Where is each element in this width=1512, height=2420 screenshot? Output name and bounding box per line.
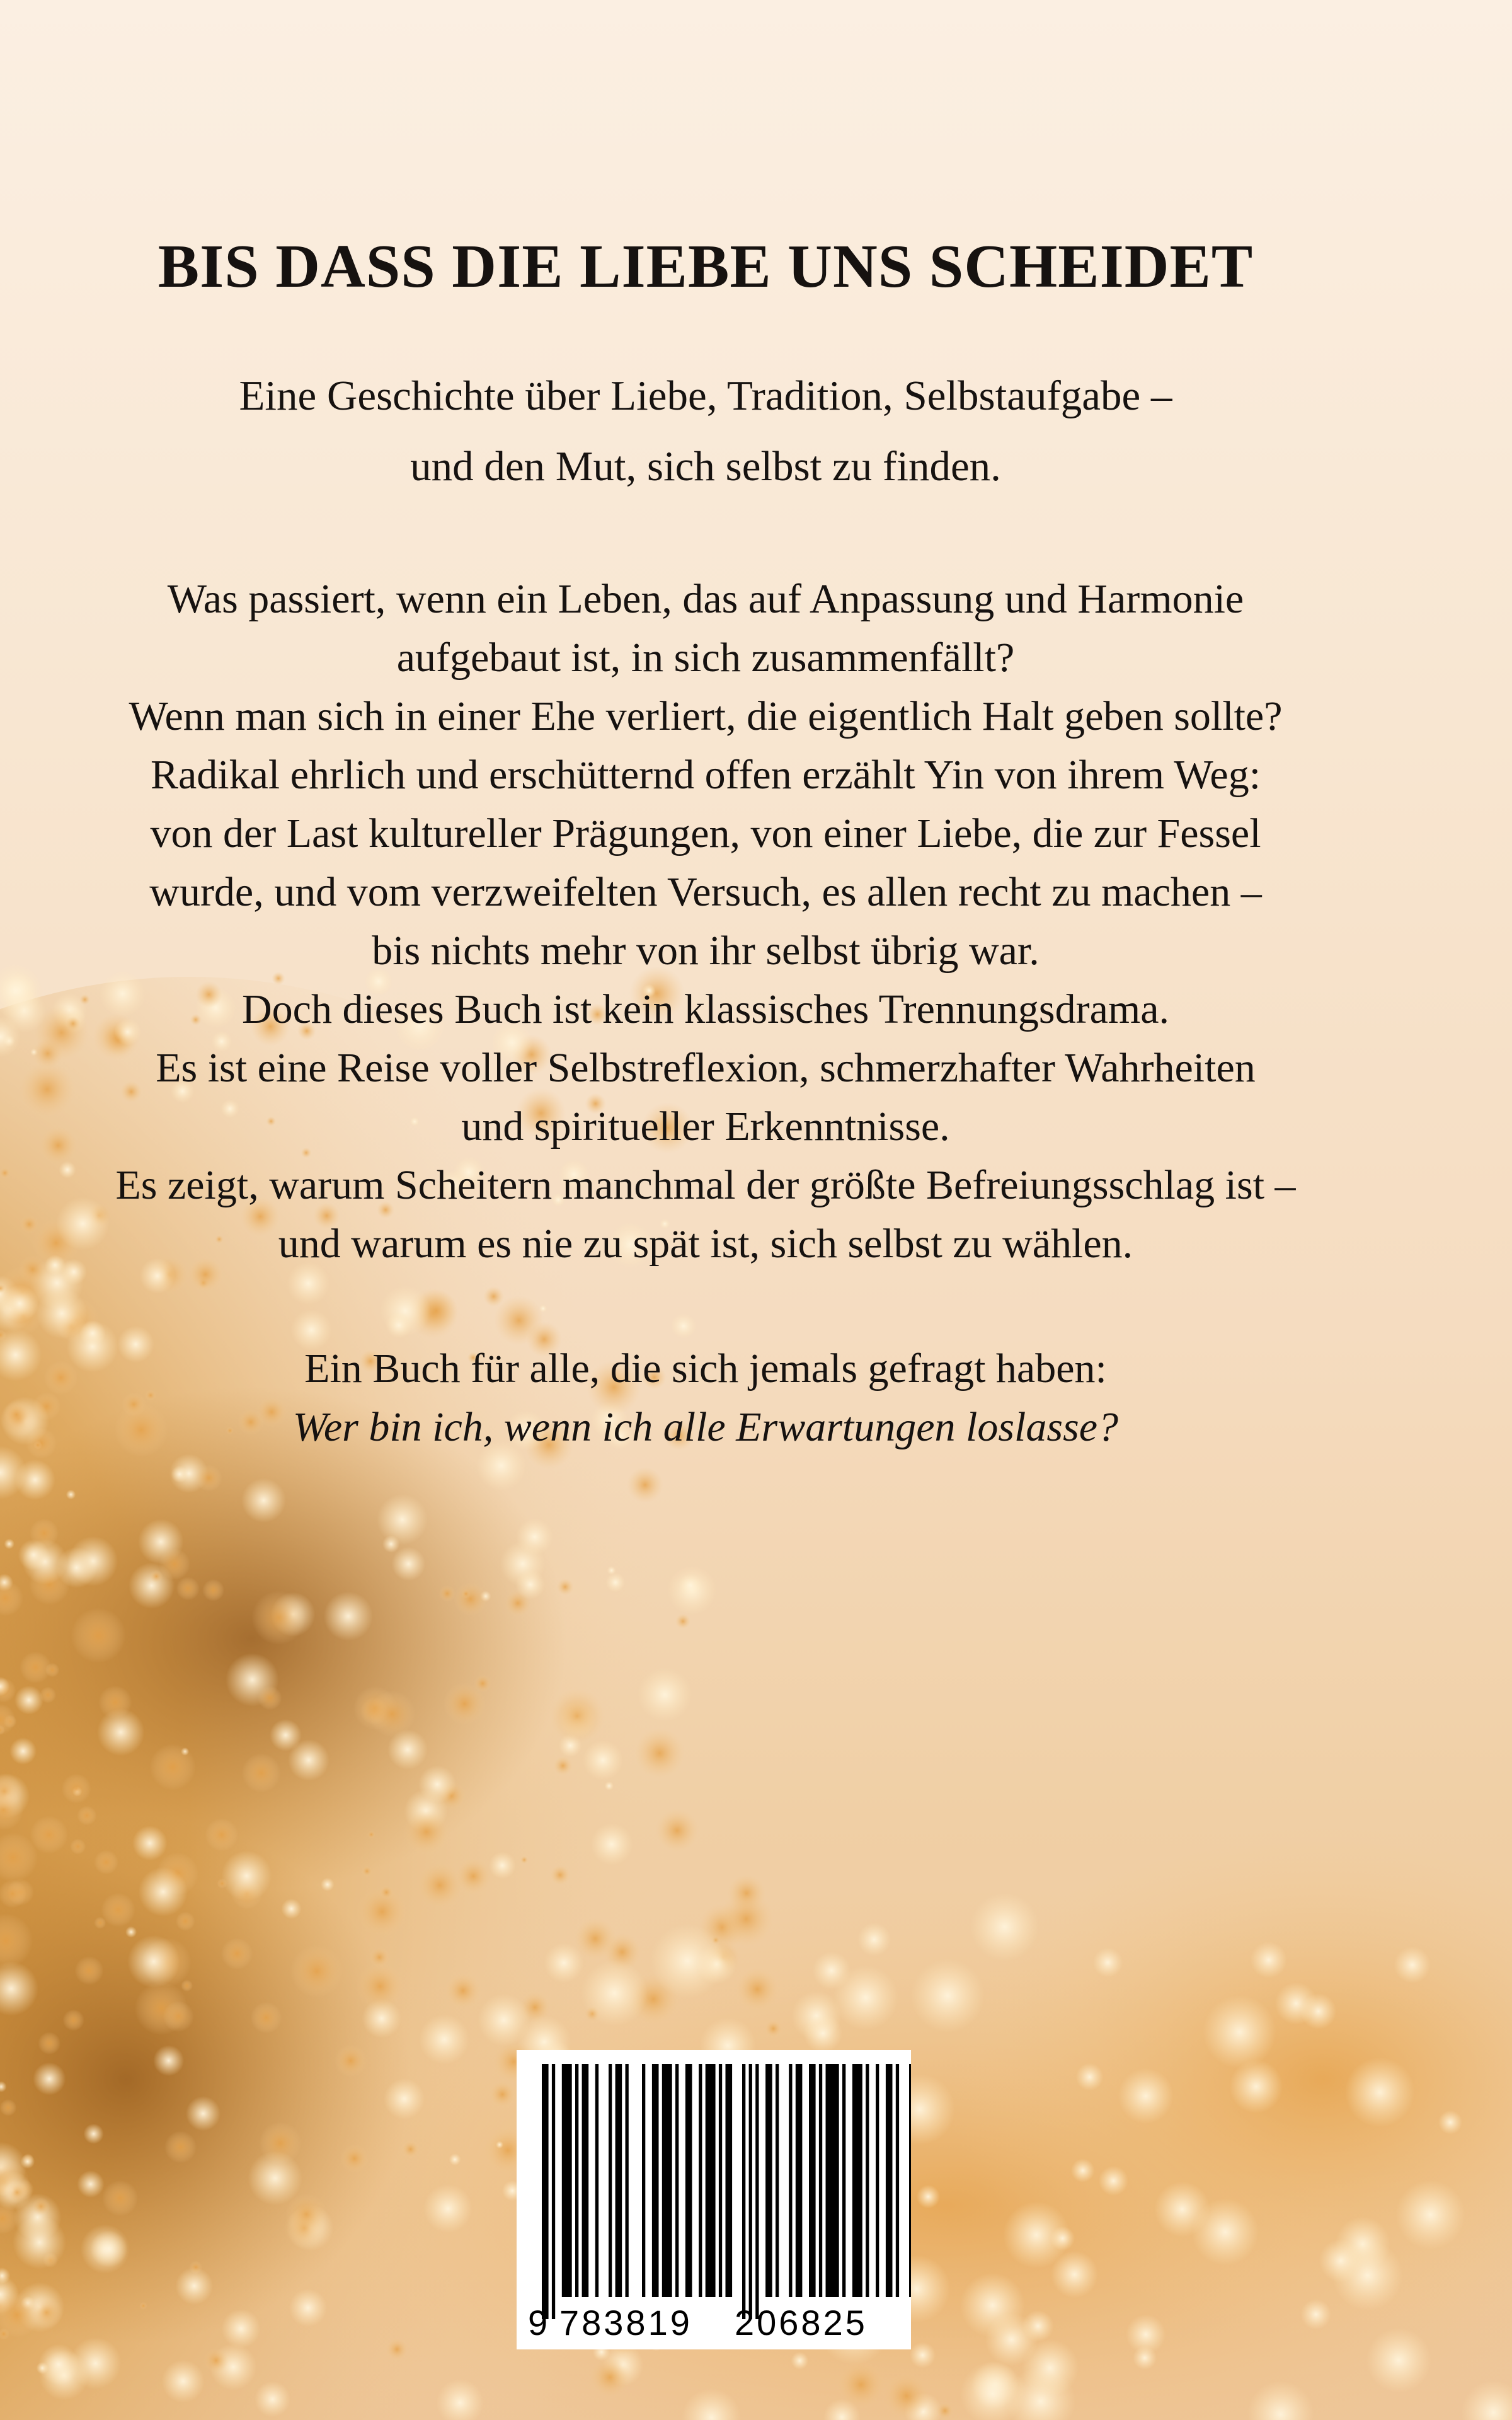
glitter-sparkle bbox=[574, 1918, 616, 1960]
bokeh-light bbox=[1203, 1995, 1276, 2068]
glitter-sparkle bbox=[379, 1886, 393, 1899]
glitter-sparkle bbox=[162, 2360, 205, 2402]
glitter-sparkle bbox=[77, 2170, 104, 2198]
glitter-sparkle bbox=[634, 1728, 684, 1778]
glitter-sparkle bbox=[937, 2402, 954, 2419]
bokeh-light bbox=[1093, 1947, 1123, 1978]
glitter-sparkle bbox=[125, 1927, 137, 1938]
barcode-right-digits: 206825 bbox=[735, 2303, 868, 2342]
glitter-sparkle bbox=[719, 1892, 774, 1946]
barcode-bar bbox=[866, 2064, 869, 2297]
barcode-bar bbox=[626, 2064, 629, 2297]
barcode-bar bbox=[616, 2064, 622, 2297]
blurb-line: Wenn man sich in einer Ehe verliert, die eigentlich Halt geben sollte? bbox=[129, 693, 1283, 739]
barcode-bar bbox=[755, 2064, 759, 2319]
glitter-sparkle bbox=[321, 1878, 335, 1892]
glitter-sparkle bbox=[550, 1865, 570, 1885]
glitter-sparkle bbox=[474, 1674, 491, 1692]
glitter-sparkle bbox=[153, 2045, 184, 2076]
glitter-sparkle bbox=[38, 2344, 79, 2385]
glitter-sparkle bbox=[70, 1839, 86, 1855]
glitter-sparkle bbox=[84, 2124, 104, 2144]
barcode-bar bbox=[575, 2064, 578, 2297]
glitter-sparkle bbox=[416, 1862, 463, 1909]
glitter-sparkle bbox=[675, 1614, 690, 1629]
glitter-sparkle bbox=[94, 1917, 106, 1929]
glitter-sparkle bbox=[288, 1739, 329, 1781]
bokeh-light bbox=[650, 1924, 724, 1998]
bokeh-light bbox=[1229, 2060, 1283, 2113]
barcode-bar bbox=[896, 2064, 899, 2297]
glitter-sparkle bbox=[90, 2230, 127, 2267]
glitter-sparkle bbox=[461, 1589, 471, 1599]
barcode-bar bbox=[706, 2064, 716, 2297]
blurb-line: und spiritueller Erkenntnisse. bbox=[461, 1103, 950, 1150]
blurb-line: Was passiert, wenn ein Leben, das auf Anpassung und Harmonie bbox=[167, 576, 1244, 622]
glitter-sparkle bbox=[94, 1850, 118, 1875]
glitter-sparkle bbox=[285, 2194, 327, 2235]
glitter-sparkle bbox=[384, 2078, 425, 2119]
glitter-sparkle bbox=[150, 1570, 163, 1583]
glitter-sparkle bbox=[77, 1806, 96, 1825]
glitter-sparkle bbox=[803, 2014, 842, 2053]
barcode-bar bbox=[876, 2064, 879, 2297]
barcode-lead-digit: 9 bbox=[528, 2303, 548, 2342]
book-subtitle bbox=[0, 360, 1411, 502]
glitter-sparkle bbox=[606, 1573, 626, 1593]
glitter-sparkle bbox=[367, 1831, 375, 1839]
glitter-sparkle bbox=[591, 1823, 633, 1865]
glitter-sparkle bbox=[217, 1879, 227, 1889]
glitter-sparkle bbox=[13, 2216, 66, 2269]
blurb-line: Es ist eine Reise voller Selbstreflexion, schmerzhafter Wahrheiten bbox=[156, 1045, 1256, 1091]
glitter-sparkle bbox=[557, 1579, 574, 1596]
barcode-bar bbox=[675, 2064, 679, 2297]
closing-line: Ein Buch für alle, die sich jemals gefragt haben: bbox=[304, 1345, 1107, 1392]
barcode-bar bbox=[726, 2064, 733, 2297]
blurb-line: aufgebaut ist, in sich zusammenfällt? bbox=[396, 635, 1015, 681]
book-title: BIS DASS DIE LIEBE UNS SCHEIDET bbox=[158, 233, 1254, 301]
bokeh-light bbox=[960, 2273, 1025, 2337]
glitter-sparkle bbox=[290, 1945, 343, 1997]
glitter-sparkle bbox=[489, 2081, 515, 2107]
glitter-sparkle bbox=[515, 1570, 545, 1599]
glitter-sparkle bbox=[281, 1899, 301, 1919]
glitter-sparkle bbox=[607, 1566, 616, 1575]
glitter-sparkle bbox=[150, 1744, 196, 1790]
glitter-sparkle bbox=[335, 2044, 367, 2077]
barcode-bar bbox=[826, 2064, 839, 2297]
glitter-sparkle bbox=[139, 1867, 188, 1916]
barcode-bar bbox=[582, 2064, 589, 2297]
glitter-sparkle bbox=[357, 1962, 404, 2010]
glitter-sparkle bbox=[20, 2154, 35, 2169]
glitter-sparkle bbox=[386, 2338, 408, 2360]
bokeh-light bbox=[1394, 1947, 1431, 1983]
barcode-bar bbox=[809, 2064, 816, 2297]
glitter-sparkle bbox=[489, 1852, 516, 1879]
bokeh-light bbox=[1366, 2328, 1431, 2393]
bokeh-light bbox=[1301, 2299, 1332, 2330]
glitter-sparkle bbox=[340, 2145, 369, 2173]
glitter-sparkle bbox=[382, 1535, 400, 1553]
glitter-sparkle bbox=[164, 2131, 197, 2163]
barcode-bar bbox=[719, 2064, 722, 2297]
glitter-sparkle bbox=[4, 1539, 14, 1550]
barcode-bar bbox=[652, 2064, 659, 2297]
glitter-sparkle bbox=[186, 2096, 220, 2131]
glitter-sparkle bbox=[362, 1866, 372, 1877]
glitter-sparkle bbox=[163, 2001, 194, 2032]
glitter-sparkle bbox=[176, 1577, 200, 1600]
glitter-sparkle bbox=[132, 1826, 168, 1861]
bokeh-light bbox=[1076, 2063, 1104, 2091]
glitter-sparkle bbox=[202, 1579, 224, 1601]
blurb-line: und warum es nie zu spät ist, sich selbst zu wählen. bbox=[278, 1221, 1133, 1267]
blurb-line: Radikal ehrlich und erschütternd offen erzählt Yin von ihrem Weg: bbox=[150, 752, 1261, 798]
glitter-sparkle bbox=[791, 2352, 808, 2370]
blurb-line: von der Last kultureller Prägungen, von einer Liebe, die zur Fessel bbox=[150, 810, 1261, 856]
bokeh-light bbox=[970, 1893, 1039, 1961]
barcode-bar bbox=[685, 2064, 692, 2297]
glitter-sparkle bbox=[455, 1858, 491, 1894]
blurb-line: Es zeigt, warum Scheitern manchmal der größte Befreiungsschlag ist – bbox=[115, 1162, 1296, 1208]
glitter-sparkle bbox=[251, 2002, 282, 2034]
glitter-sparkle bbox=[45, 1663, 60, 1678]
glitter-sparkle bbox=[496, 2141, 503, 2148]
bokeh-light bbox=[581, 1960, 648, 2027]
glitter-sparkle bbox=[583, 1740, 623, 1780]
glitter-sparkle bbox=[445, 1973, 481, 2009]
barcode-number bbox=[517, 2301, 911, 2345]
glitter-sparkle bbox=[129, 1562, 175, 1608]
bokeh-light bbox=[1154, 2182, 1210, 2237]
barcode-bar bbox=[562, 2064, 572, 2297]
glitter-sparkle bbox=[590, 2357, 631, 2398]
glitter-sparkle bbox=[9, 1737, 37, 1765]
glitter-sparkle bbox=[101, 1893, 135, 1927]
glitter-sparkle bbox=[516, 1518, 553, 1555]
blurb-line: bis nichts mehr von ihr selbst übrig war. bbox=[372, 928, 1040, 974]
glitter-sparkle bbox=[71, 1608, 126, 1663]
glitter-sparkle bbox=[605, 1782, 614, 1791]
glitter-sparkle bbox=[221, 1938, 253, 1969]
bokeh-light bbox=[1396, 2180, 1465, 2249]
glitter-sparkle bbox=[289, 2289, 328, 2327]
barcode-bar bbox=[886, 2064, 893, 2297]
glitter-sparkle bbox=[419, 2014, 469, 2065]
barcode-bar bbox=[852, 2064, 862, 2297]
glitter-sparkle bbox=[765, 2020, 782, 2037]
bokeh-light bbox=[1099, 2166, 1128, 2196]
glitter-sparkle bbox=[75, 1956, 104, 1985]
glitter-sparkle bbox=[255, 2381, 290, 2417]
glitter-sparkle bbox=[221, 2309, 260, 2348]
closing-question: Wer bin ich, wenn ich alle Erwartungen loslasse? bbox=[292, 1404, 1119, 1450]
glitter-sparkle bbox=[18, 1539, 50, 1570]
barcode-bar bbox=[749, 2064, 752, 2319]
bokeh-light bbox=[1319, 2239, 1363, 2283]
subtitle-line: Eine Geschichte über Liebe, Tradition, Selbstaufgabe – bbox=[239, 372, 1172, 419]
glitter-sparkle bbox=[127, 1935, 180, 1988]
glitter-sparkle bbox=[63, 2009, 84, 2031]
bokeh-light bbox=[1118, 2068, 1174, 2124]
barcode-bar bbox=[609, 2064, 612, 2297]
glitter-sparkle bbox=[33, 2063, 66, 2095]
glitter-sparkle bbox=[32, 2198, 50, 2215]
glitter-sparkle bbox=[449, 2153, 461, 2165]
glitter-sparkle bbox=[248, 2151, 302, 2206]
glitter-sparkle bbox=[883, 2373, 930, 2419]
bokeh-light bbox=[1251, 1942, 1287, 1978]
bokeh-light bbox=[1133, 2346, 1157, 2370]
closing-text bbox=[0, 1339, 1411, 1456]
barcode-bar bbox=[642, 2064, 645, 2297]
glitter-sparkle bbox=[102, 2181, 138, 2216]
barcode-bar bbox=[542, 2064, 549, 2319]
glitter-sparkle bbox=[736, 1968, 779, 2010]
bokeh-light bbox=[833, 1965, 898, 2030]
glitter-sparkle bbox=[478, 1994, 530, 2046]
glitter-sparkle bbox=[176, 1911, 195, 1931]
glitter-sparkle bbox=[56, 1547, 97, 1588]
glitter-sparkle bbox=[369, 1691, 416, 1737]
glitter-sparkle bbox=[139, 2302, 147, 2310]
barcode-bar bbox=[595, 2064, 598, 2297]
glitter-sparkle bbox=[6, 2182, 28, 2204]
barcode-bar bbox=[819, 2064, 822, 2297]
glitter-sparkle bbox=[857, 1923, 891, 1957]
bokeh-light bbox=[1438, 2111, 1462, 2135]
glitter-sparkle bbox=[402, 2141, 419, 2158]
glitter-sparkle bbox=[242, 1753, 281, 1792]
bokeh-light bbox=[911, 1959, 985, 2032]
glitter-sparkle bbox=[98, 1686, 132, 1719]
glitter-sparkle bbox=[520, 1856, 528, 1864]
glitter-sparkle bbox=[423, 2184, 472, 2233]
glitter-sparkle bbox=[638, 1668, 692, 1722]
barcode-bar bbox=[699, 2064, 702, 2297]
barcode-bar bbox=[662, 2064, 672, 2297]
barcode-bar bbox=[842, 2064, 845, 2297]
glitter-sparkle bbox=[14, 1686, 43, 1715]
barcode-bar bbox=[552, 2064, 555, 2319]
glitter-sparkle bbox=[258, 1686, 282, 1710]
glitter-sparkle bbox=[553, 1756, 572, 1775]
glitter-sparkle bbox=[205, 1818, 239, 1852]
bokeh-light bbox=[1022, 2339, 1079, 2397]
barcode-bar bbox=[909, 2064, 911, 2297]
barcode-left-digits: 783819 bbox=[559, 2303, 692, 2342]
subtitle-line: und den Mut, sich selbst zu finden. bbox=[410, 443, 1001, 490]
blurb-line: Doch dieses Buch ist kein klassisches Trennungsdrama. bbox=[241, 986, 1169, 1032]
glitter-sparkle bbox=[454, 1582, 487, 1616]
glitter-sparkle bbox=[203, 2348, 229, 2373]
glitter-sparkle bbox=[181, 1979, 193, 1991]
glitter-sparkle bbox=[252, 1591, 306, 1645]
glitter-sparkle bbox=[30, 1816, 68, 1853]
glitter-sparkle bbox=[418, 1765, 456, 1803]
isbn-barcode bbox=[517, 2050, 911, 2349]
glitter-sparkle bbox=[439, 1585, 456, 1602]
barcode-bar bbox=[742, 2064, 745, 2319]
barcode-bar bbox=[765, 2064, 772, 2297]
glitter-sparkle bbox=[175, 2267, 213, 2305]
bokeh-light bbox=[1345, 2057, 1415, 2127]
glitter-sparkle bbox=[0, 2099, 16, 2116]
barcode-bar bbox=[796, 2064, 803, 2297]
glitter-sparkle bbox=[221, 1851, 272, 1901]
bokeh-light bbox=[910, 2342, 936, 2368]
glitter-sparkle bbox=[404, 1809, 449, 1854]
glitter-sparkle bbox=[324, 1591, 373, 1640]
blurb-line: wurde, und vom verzweifelten Versuch, es allen recht zu machen – bbox=[149, 869, 1262, 915]
glitter-sparkle bbox=[655, 1809, 699, 1852]
blurb-text bbox=[0, 570, 1411, 1273]
glitter-sparkle bbox=[392, 1547, 426, 1581]
barcode-bar bbox=[789, 2064, 792, 2297]
barcode-bar bbox=[776, 2064, 779, 2297]
bokeh-light bbox=[1051, 2251, 1098, 2298]
bokeh-light bbox=[1050, 2226, 1075, 2250]
glitter-sparkle bbox=[38, 2032, 60, 2054]
glitter-sparkle bbox=[549, 1688, 604, 1743]
glitter-sparkle bbox=[62, 1774, 91, 1804]
bokeh-light bbox=[917, 2185, 940, 2208]
glitter-sparkle bbox=[679, 1574, 702, 1597]
bokeh-light bbox=[1071, 2158, 1095, 2182]
glitter-sparkle bbox=[837, 2361, 885, 2409]
bokeh-light bbox=[1275, 1982, 1317, 2024]
